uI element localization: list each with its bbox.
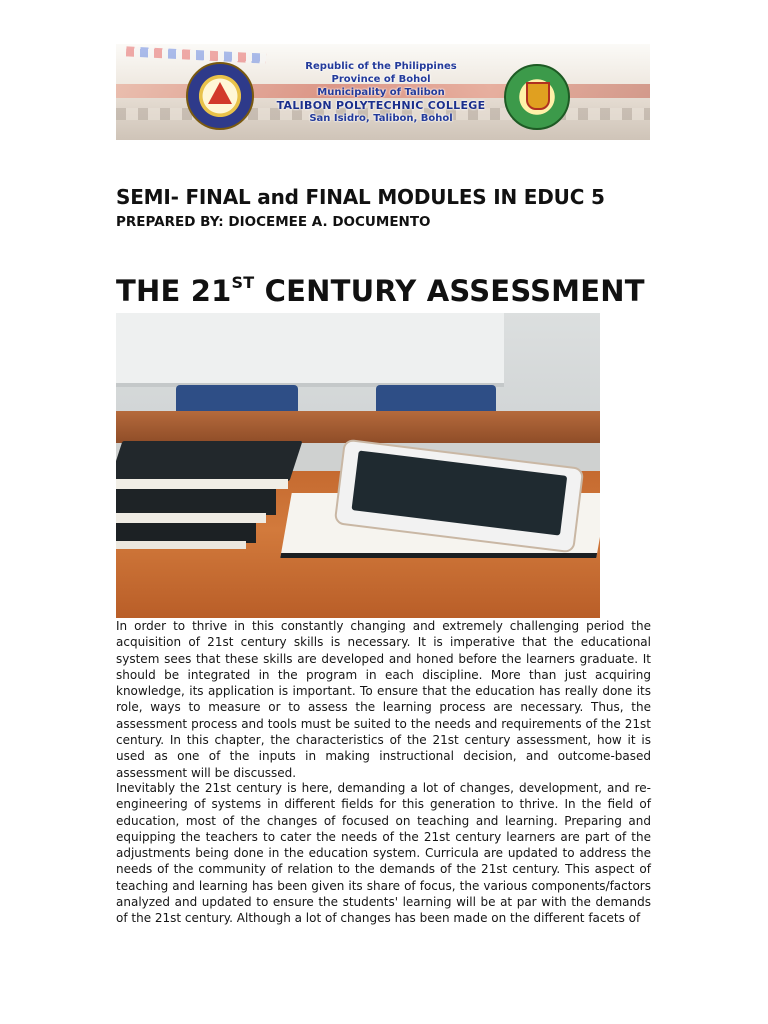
banner-college-name: TALIBON POLYTECHNIC COLLEGE	[276, 99, 486, 112]
whiteboard	[116, 313, 504, 387]
school-banner	[116, 44, 650, 140]
banner-heading	[266, 60, 496, 125]
book-stack-middle	[116, 489, 276, 515]
body-paragraph: In order to thrive in this constantly changing and extremely challenging period the acquisition of 21st century skills is necessary. It is imperative that the educational system sees that these skills are developed and honed before the learners graduate. It should be integrated in the program in each discipline. More than just acquiring knowledge, its application is important. To ensure that the education has really done its role, ways to measure or to assess the learning process are necessary. Thus, the assessment process and tools must be suited to the needs and requirements of the 21st century. In this chapter, the characteristics of the 21st century assessment, how it is used as one of the inputs in making instructional decision, and outcome-based assessment will be discussed.	[116, 619, 651, 780]
banner-province: Province of Bohol	[331, 74, 431, 85]
classroom-photo	[116, 313, 600, 618]
chapter-title	[116, 274, 645, 308]
prepared-by: PREPARED BY: DIOCEMEE A. DOCUMENTO	[116, 214, 431, 230]
book-stack-top	[116, 441, 302, 481]
banner-address: San Isidro, Talibon, Bohol	[309, 113, 453, 124]
college-seal-icon	[504, 64, 570, 130]
back-desk	[116, 411, 600, 443]
body-paragraph: Inevitably the 21st century is here, demanding a lot of changes, development, and re-engineering of systems in different fields for this generation to thrive. In the field of education, most of the changes of focused on teaching and learning. Preparing and equipping the teachers to cater the needs of the 21st century learners are part of the adjustments being done in the education system. Curricula are updated to address the needs of the community of relation to the demands of the 21st century. This aspect of teaching and learning has been given its share of focus, the various components/factors analyzed and updated to ensure the students' learning will be at par with the demands of the 21st century. Although a lot of changes has been made on the different facets of	[116, 781, 651, 926]
book-stack-bottom	[116, 523, 256, 543]
chapter-title-superscript: ST	[231, 273, 255, 293]
municipality-seal-icon	[186, 62, 254, 130]
banner-republic: Republic of the Philippines	[305, 61, 457, 72]
chapter-title-prefix: THE 21	[116, 274, 232, 308]
module-title: SEMI- FINAL and FINAL MODULES IN EDUC 5	[116, 185, 605, 209]
chapter-title-suffix: CENTURY ASSESSMENT	[254, 274, 645, 308]
banner-municipality: Municipality of Talibon	[317, 87, 445, 98]
